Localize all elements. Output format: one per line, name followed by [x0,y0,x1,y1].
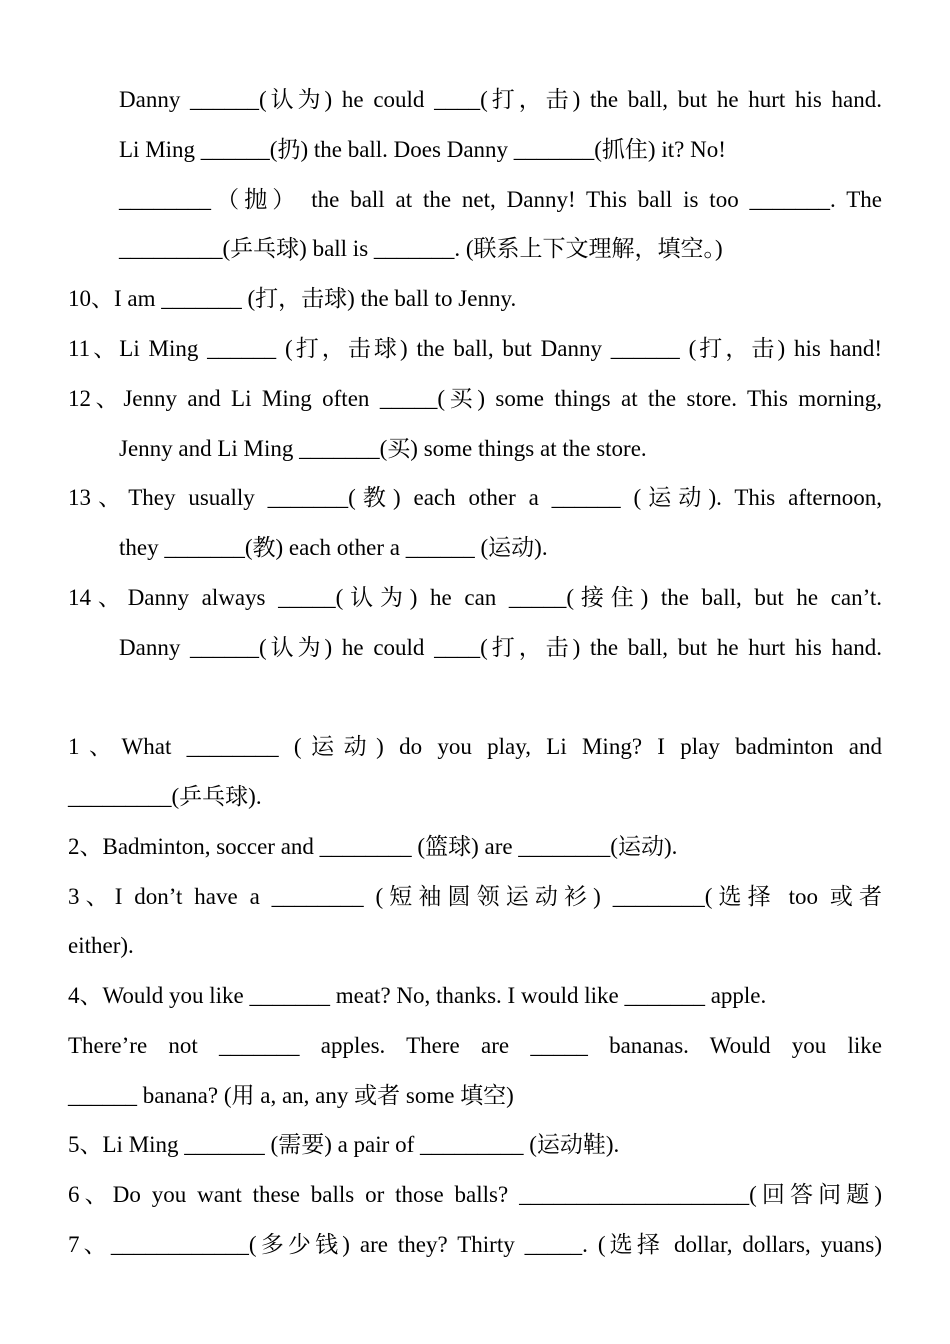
question-11: 11、Li Ming ______ (打，击球) the ball, but Danny ______ (打，击) his hand! [68,336,882,361]
question-14-line-2: Danny ______(认为) he could ____(打，击) the ball, but he hurt his hand. [119,635,882,660]
question-7: 7、____________(多少钱) are they? Thirty _____. (选择 dollar, dollars, yuans) [68,1232,882,1257]
question-3-line-1: 3、I don’t have a ________ (短袖圆领运动衫) ________(选择 too 或者 [68,884,882,909]
question-5: 5、Li Ming _______ (需要) a pair of _________ (运动鞋). [68,1132,620,1157]
question-1-line-2: _________(乒乓球). [68,784,262,809]
q9-line-4: _________(乒乓球) ball is _______. (联系上下文理解，填空。) [119,236,723,261]
question-12-line-2: Jenny and Li Ming _______(买) some things at the store. [119,436,647,461]
question-2: 2、Badminton, soccer and ________ (篮球) are ________(运动). [68,834,678,859]
question-12-line-1: 12、Jenny and Li Ming often _____(买) some things at the store. This morning, [68,386,882,411]
question-4-line-2: There’re not _______ apples. There are _____ bananas. Would you like [68,1033,882,1058]
question-13-line-2: they _______(教) each other a ______ (运动). [119,535,548,560]
q9-line-2: Li Ming ______(扔) the ball. Does Danny _______(抓住) it? No! [119,137,726,162]
question-1-line-1: 1、What ________ (运动) do you play, Li Ming? I play badminton and [68,734,882,759]
question-14-line-1: 14、Danny always _____(认为) he can _____(接住) the ball, but he can’t. [68,585,882,610]
q9-line-3: ________（抛） the ball at the net, Danny! This ball is too _______. The [119,187,882,212]
question-6: 6、Do you want these balls or those balls? ____________________(回答问题) [68,1182,882,1207]
question-4-line-3: ______ banana? (用 a, an, any 或者 some 填空) [68,1083,514,1108]
question-10: 10、I am _______ (打，击球) the ball to Jenny. [68,286,517,311]
question-3-line-2: either). [68,933,134,958]
question-13-line-1: 13、They usually _______(教) each other a ______ (运动). This afternoon, [68,485,882,510]
question-4-line-1: 4、Would you like _______ meat? No, thanks. I would like _______ apple. [68,983,767,1008]
q9-line-1: Danny ______(认为) he could ____(打，击) the ball, but he hurt his hand. [119,87,882,112]
